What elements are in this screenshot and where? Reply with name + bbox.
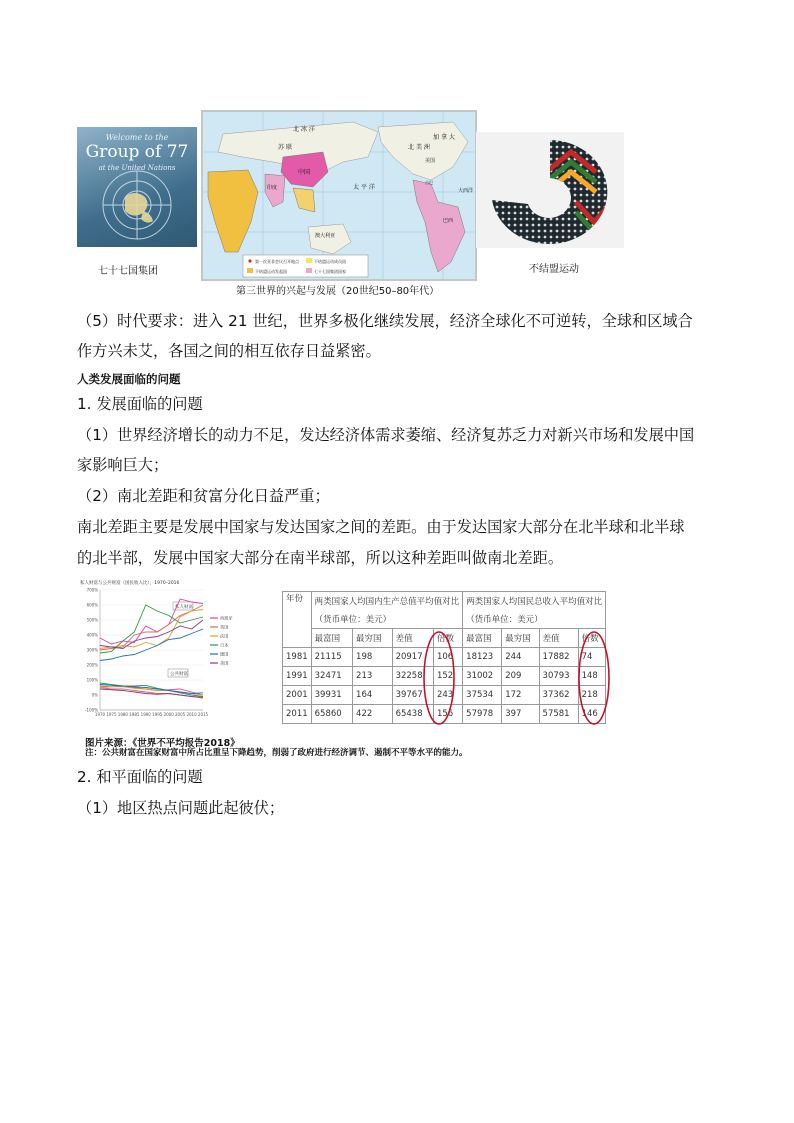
non-aligned-movement-image xyxy=(476,132,624,248)
x-tick-label: 2005 xyxy=(175,712,186,717)
table-cell: 最穷国 xyxy=(353,629,393,648)
y-tick-label: 700% xyxy=(86,587,98,593)
x-tick-label: 2010 xyxy=(186,712,197,717)
table-cell: 65860 xyxy=(311,705,352,724)
group-of-77-image xyxy=(77,127,197,247)
g77-title: Group of 77 xyxy=(85,142,189,162)
table-cell: 152 xyxy=(433,667,462,686)
map-label-usa: 美国 xyxy=(425,158,436,164)
subheading-2: 2. 和平面临的问题 xyxy=(77,768,203,786)
third-world-map xyxy=(201,110,477,281)
table-cell: 146 xyxy=(578,705,606,724)
un-emblem-icon xyxy=(77,127,197,247)
g77-caption: 七十七国集团 xyxy=(98,266,158,277)
y-tick-label: 400% xyxy=(86,632,98,638)
section-heading: 人类发展面临的问题 xyxy=(77,372,181,386)
map-label-india: 印度 xyxy=(267,185,278,191)
map-legend-4: 七十七国集团国家 xyxy=(314,269,346,274)
table-cell: 32471 xyxy=(311,667,352,686)
series-line xyxy=(100,629,203,661)
map-label-ussr: 苏 联 xyxy=(278,144,292,151)
map-label-pacific: 太 平 洋 xyxy=(353,184,375,191)
table-cell: 243 xyxy=(433,686,462,705)
wealth-line-chart xyxy=(78,578,238,723)
table-cell: 1981 xyxy=(283,648,312,667)
table-cell: 172 xyxy=(502,686,539,705)
table-cell: 最穷国 xyxy=(502,629,539,648)
map-label-cuba: 古巴 xyxy=(425,180,433,185)
table-cell: 差值 xyxy=(539,629,578,648)
highlight-oval-gni-ratio xyxy=(575,630,615,730)
para-5-line1: （5）时代要求：进入 21 世纪，世界多极化继续发展，经济全球化不可逆转，全球和区域合 xyxy=(77,312,693,330)
g77-subtitle: at the United Nations xyxy=(98,164,176,172)
legend-label: 美国 xyxy=(220,660,229,666)
table-cell: 397 xyxy=(502,705,539,724)
table-cell: 18123 xyxy=(463,648,502,667)
x-tick-label: 1990 xyxy=(140,712,151,717)
map-legend-3: 不结盟运动发起国 xyxy=(255,269,287,274)
table-cell: 2001 xyxy=(283,686,312,705)
y-tick-label: 100% xyxy=(86,677,98,683)
table-cell: 156 xyxy=(433,705,462,724)
map-legend-2: 不结盟运动成员国 xyxy=(314,259,346,264)
table-cell: 30793 xyxy=(539,667,578,686)
image-note: 注：公共财富在国家财富中所占比重呈下降趋势，削弱了政府进行经济调节、遏制不平等水平的能力。 xyxy=(85,748,468,758)
table-cell: 164 xyxy=(353,686,393,705)
table-cell: 106 xyxy=(433,648,462,667)
map-label-brazil: 巴西 xyxy=(443,218,454,224)
table-header-gdp: 两类国家人均国内生产总值平均值对比 xyxy=(311,592,463,611)
table-cell: 422 xyxy=(353,705,393,724)
legend-label: 英国 xyxy=(220,624,229,630)
x-tick-label: 1970 xyxy=(94,712,106,717)
table-cell: 21115 xyxy=(311,648,352,667)
legend-label: 日本 xyxy=(220,642,229,648)
legend-label: 法国 xyxy=(220,633,229,639)
y-tick-label: 0% xyxy=(91,692,98,698)
x-tick-label: 2000 xyxy=(163,712,174,717)
y-tick-label: 500% xyxy=(86,617,98,623)
table-cell: 17882 xyxy=(539,648,578,667)
y-tick-label: -100% xyxy=(85,707,98,713)
table-cell: 差值 xyxy=(392,629,433,648)
map-label-atlantic: 大西洋 xyxy=(458,188,474,194)
table-unit-row xyxy=(283,610,606,629)
para-5-line2: 作方兴未艾，各国之间的相互依存日益紧密。 xyxy=(77,342,381,360)
table-cell: 最富国 xyxy=(311,629,352,648)
table-header-gni: 两类国家人均国民总收入平均值对比 xyxy=(463,592,606,611)
legend-label: 德国 xyxy=(220,651,229,657)
table-unit-gdp: （货币单位：美元） xyxy=(311,610,463,629)
table-cell: 57581 xyxy=(539,705,578,724)
y-tick-label: 200% xyxy=(86,662,98,668)
legend-label: 西班牙 xyxy=(220,615,233,621)
map-label-australia: 澳大利亚 xyxy=(315,233,336,239)
map-label-north-america: 北 美 洲 xyxy=(408,144,430,151)
nam-beaded-logo-icon xyxy=(476,132,624,248)
table-header-year: 年份 xyxy=(283,592,312,648)
x-tick-label: 1980 xyxy=(117,712,128,717)
chart-title: 私人财富与公共财富（国民收入比），1970–2016 xyxy=(80,581,180,586)
map-label-canada: 加 拿 大 xyxy=(433,134,455,141)
table-cell: 218 xyxy=(578,686,606,705)
image-source: 图片来源：《世界不平均报告2018》 xyxy=(85,738,240,749)
north-south-line1: 南北差距主要是发展中国家与发达国家之间的差距。由于发达国家大部分在北半球和北半球 xyxy=(77,518,685,536)
y-tick-label: 600% xyxy=(86,602,98,608)
chart-svg xyxy=(78,578,238,723)
table-cell: 57978 xyxy=(463,705,502,724)
x-tick-label: 1985 xyxy=(129,712,140,717)
table-cell: 37362 xyxy=(539,686,578,705)
table-cell: 74 xyxy=(578,648,606,667)
table-header-row xyxy=(283,592,606,611)
table-unit-gni: （货币单位：美元） xyxy=(463,610,606,629)
table-cell: 37534 xyxy=(463,686,502,705)
x-tick-label: 1975 xyxy=(106,712,117,717)
table-cell: 2011 xyxy=(283,705,312,724)
subheading-1: 1. 发展面临的问题 xyxy=(77,395,203,413)
table-cell: 1991 xyxy=(283,667,312,686)
map-label-arctic: 北 冰 洋 xyxy=(293,126,315,133)
private-wealth-label: 私人财富 xyxy=(175,605,193,610)
table-cell: 65438 xyxy=(392,705,433,724)
y-tick-label: 300% xyxy=(86,647,98,653)
table-cell: 39767 xyxy=(392,686,433,705)
table-cell: 148 xyxy=(578,667,606,686)
g77-welcome: Welcome to the xyxy=(105,133,169,142)
table-cell: 倍数 xyxy=(578,629,606,648)
public-wealth-label: 公共财富 xyxy=(170,672,188,677)
highlight-oval-gdp-ratio xyxy=(420,630,460,730)
table-cell: 39931 xyxy=(311,686,352,705)
table-cell: 32258 xyxy=(392,667,433,686)
table-cell: 最富国 xyxy=(463,629,502,648)
north-south-line2: 的北半部，发展中国家大部分在南半球部，所以这种差距叫做南北差距。 xyxy=(77,549,563,567)
map-legend-1: 第一次亚非会议召开地点 xyxy=(255,259,299,264)
map-label-china: 中国 xyxy=(298,169,311,176)
table-cell: 倍数 xyxy=(433,629,462,648)
para-1-2: （2）南北差距和贫富分化日益严重； xyxy=(77,487,330,505)
table-cell: 244 xyxy=(502,648,539,667)
table-cell: 31002 xyxy=(463,667,502,686)
para-2-1: （1）地区热点问题此起彼伏； xyxy=(77,799,285,817)
table-cell: 209 xyxy=(502,667,539,686)
nam-caption: 不结盟运动 xyxy=(529,264,579,275)
x-tick-label: 2015 xyxy=(197,712,209,717)
table-cell: 213 xyxy=(353,667,393,686)
x-tick-label: 1995 xyxy=(152,712,163,717)
map-caption: 第三世界的兴起与发展（20世纪50–80年代） xyxy=(236,286,440,297)
table-cell: 20917 xyxy=(392,648,433,667)
para-1-1-line1: （1）世界经济增长的动力不足，发达经济体需求萎缩、经济复苏乏力对新兴市场和发展中国 xyxy=(77,426,695,444)
para-1-1-line2: 家影响巨大； xyxy=(77,456,169,474)
table-cell: 198 xyxy=(353,648,393,667)
